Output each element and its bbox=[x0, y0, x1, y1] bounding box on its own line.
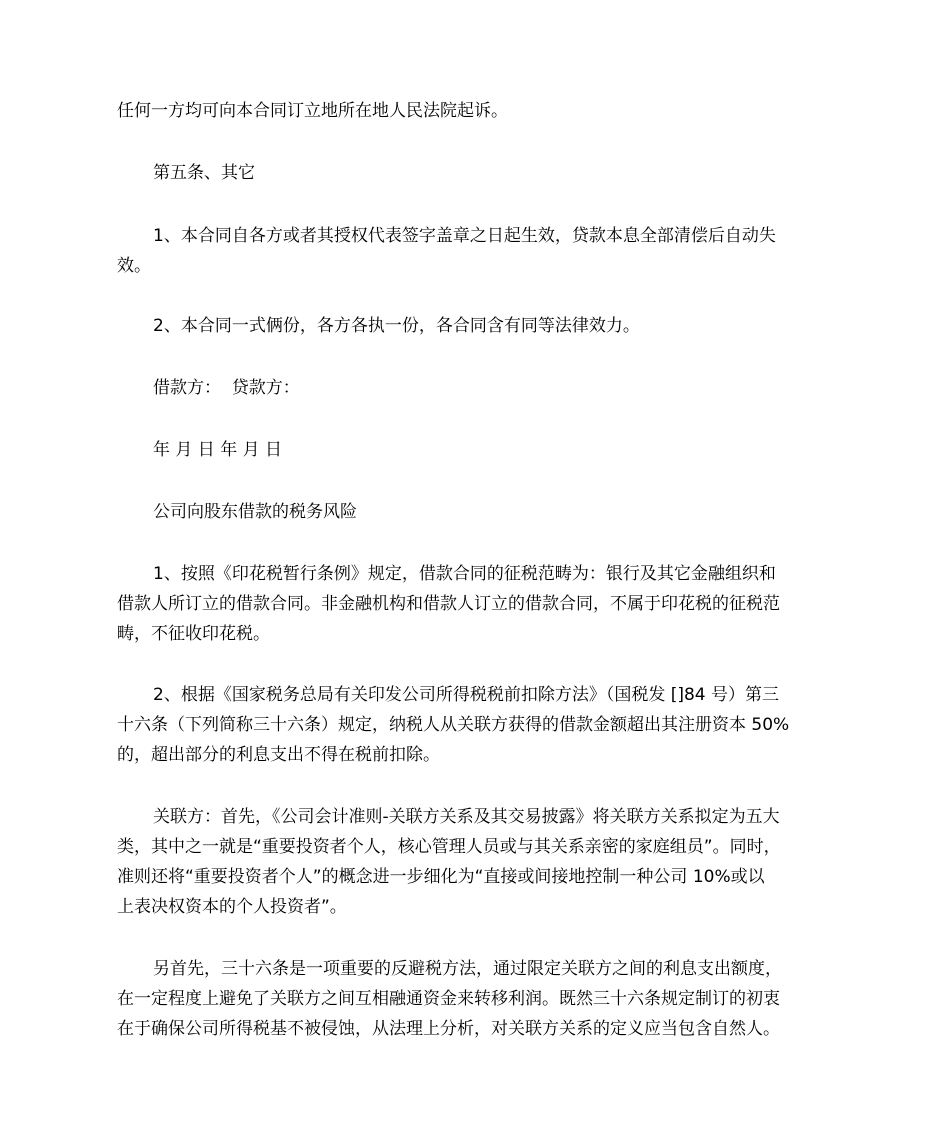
paragraph-stamp-duty bbox=[117, 559, 839, 649]
article-five-heading bbox=[117, 158, 255, 188]
text-line: 1、本合同自各方或者其授权代表签字盖章之日起生效，贷款本息全部清偿后自动失 bbox=[153, 226, 776, 246]
paragraph-copies-clause bbox=[117, 311, 640, 341]
text-line: 2、根据《国家税务总局有关印发公司所得税税前扣除方法》（国税发 []84 号）第三 bbox=[153, 685, 780, 705]
text-line: 在一定程度上避免了关联方之间互相融通资金来转移利润。既然三十六条规定制订的初衷 bbox=[117, 989, 780, 1009]
signature-dates bbox=[117, 435, 282, 465]
text-line: 公司向股东借款的税务风险 bbox=[153, 502, 357, 522]
text-line: 关联方：首先，《公司会计准则-关联方关系及其交易披露》将关联方关系拟定为五大 bbox=[153, 807, 780, 827]
text-line: 1、按照《印花税暂行条例》规定，借款合同的征税范畴为：银行及其它金融组织和 bbox=[153, 564, 776, 584]
text-line: 畴，不征收印花税。 bbox=[117, 624, 270, 644]
paragraph-lawsuit-clause bbox=[117, 96, 508, 126]
text-line: 十六条（下列简称三十六条）规定，纳税人从关联方获得的借款金额超出其注册资本 50% bbox=[117, 715, 790, 735]
text-line: 第五条、其它 bbox=[153, 163, 255, 183]
text-line: 效。 bbox=[117, 256, 151, 276]
text-line: 准则还将“重要投资者个人”的概念进一步细化为“直接或间接地控制一种公司 10%或以 bbox=[117, 867, 765, 887]
text-line: 类，其中之一就是“重要投资者个人，核心管理人员或与其关系亲密的家庭组员”。同时， bbox=[117, 837, 781, 857]
text-line: 任何一方均可向本合同订立地所在地人民法院起诉。 bbox=[117, 101, 508, 121]
paragraph-effective-clause bbox=[117, 221, 839, 281]
paragraph-anti-avoidance bbox=[117, 954, 839, 1044]
text-line: 上表决权资本的个人投资者”。 bbox=[117, 897, 347, 917]
section-title-tax-risk bbox=[117, 497, 357, 527]
text-line: 在于确保公司所得税基不被侵蚀，从法理上分析，对关联方关系的定义应当包含自然人。 bbox=[117, 1019, 780, 1039]
text-line: 借款方： 贷款方： bbox=[153, 378, 300, 398]
text-line: 年 月 日 年 月 日 bbox=[153, 440, 283, 460]
paragraph-related-party bbox=[117, 802, 839, 922]
text-line: 的，超出部分的利息支出不得在税前扣除。 bbox=[117, 745, 440, 765]
paragraph-interest-deduction bbox=[117, 680, 839, 770]
signature-parties bbox=[117, 373, 300, 403]
text-line: 借款人所订立的借款合同。非金融机构和借款人订立的借款合同，不属于印花税的征税范 bbox=[117, 594, 780, 614]
text-line: 2、本合同一式俩份，各方各执一份，各合同含有同等法律效力。 bbox=[153, 316, 640, 336]
text-line: 另首先，三十六条是一项重要的反避税方法，通过限定关联方之间的利息支出额度， bbox=[153, 959, 782, 979]
